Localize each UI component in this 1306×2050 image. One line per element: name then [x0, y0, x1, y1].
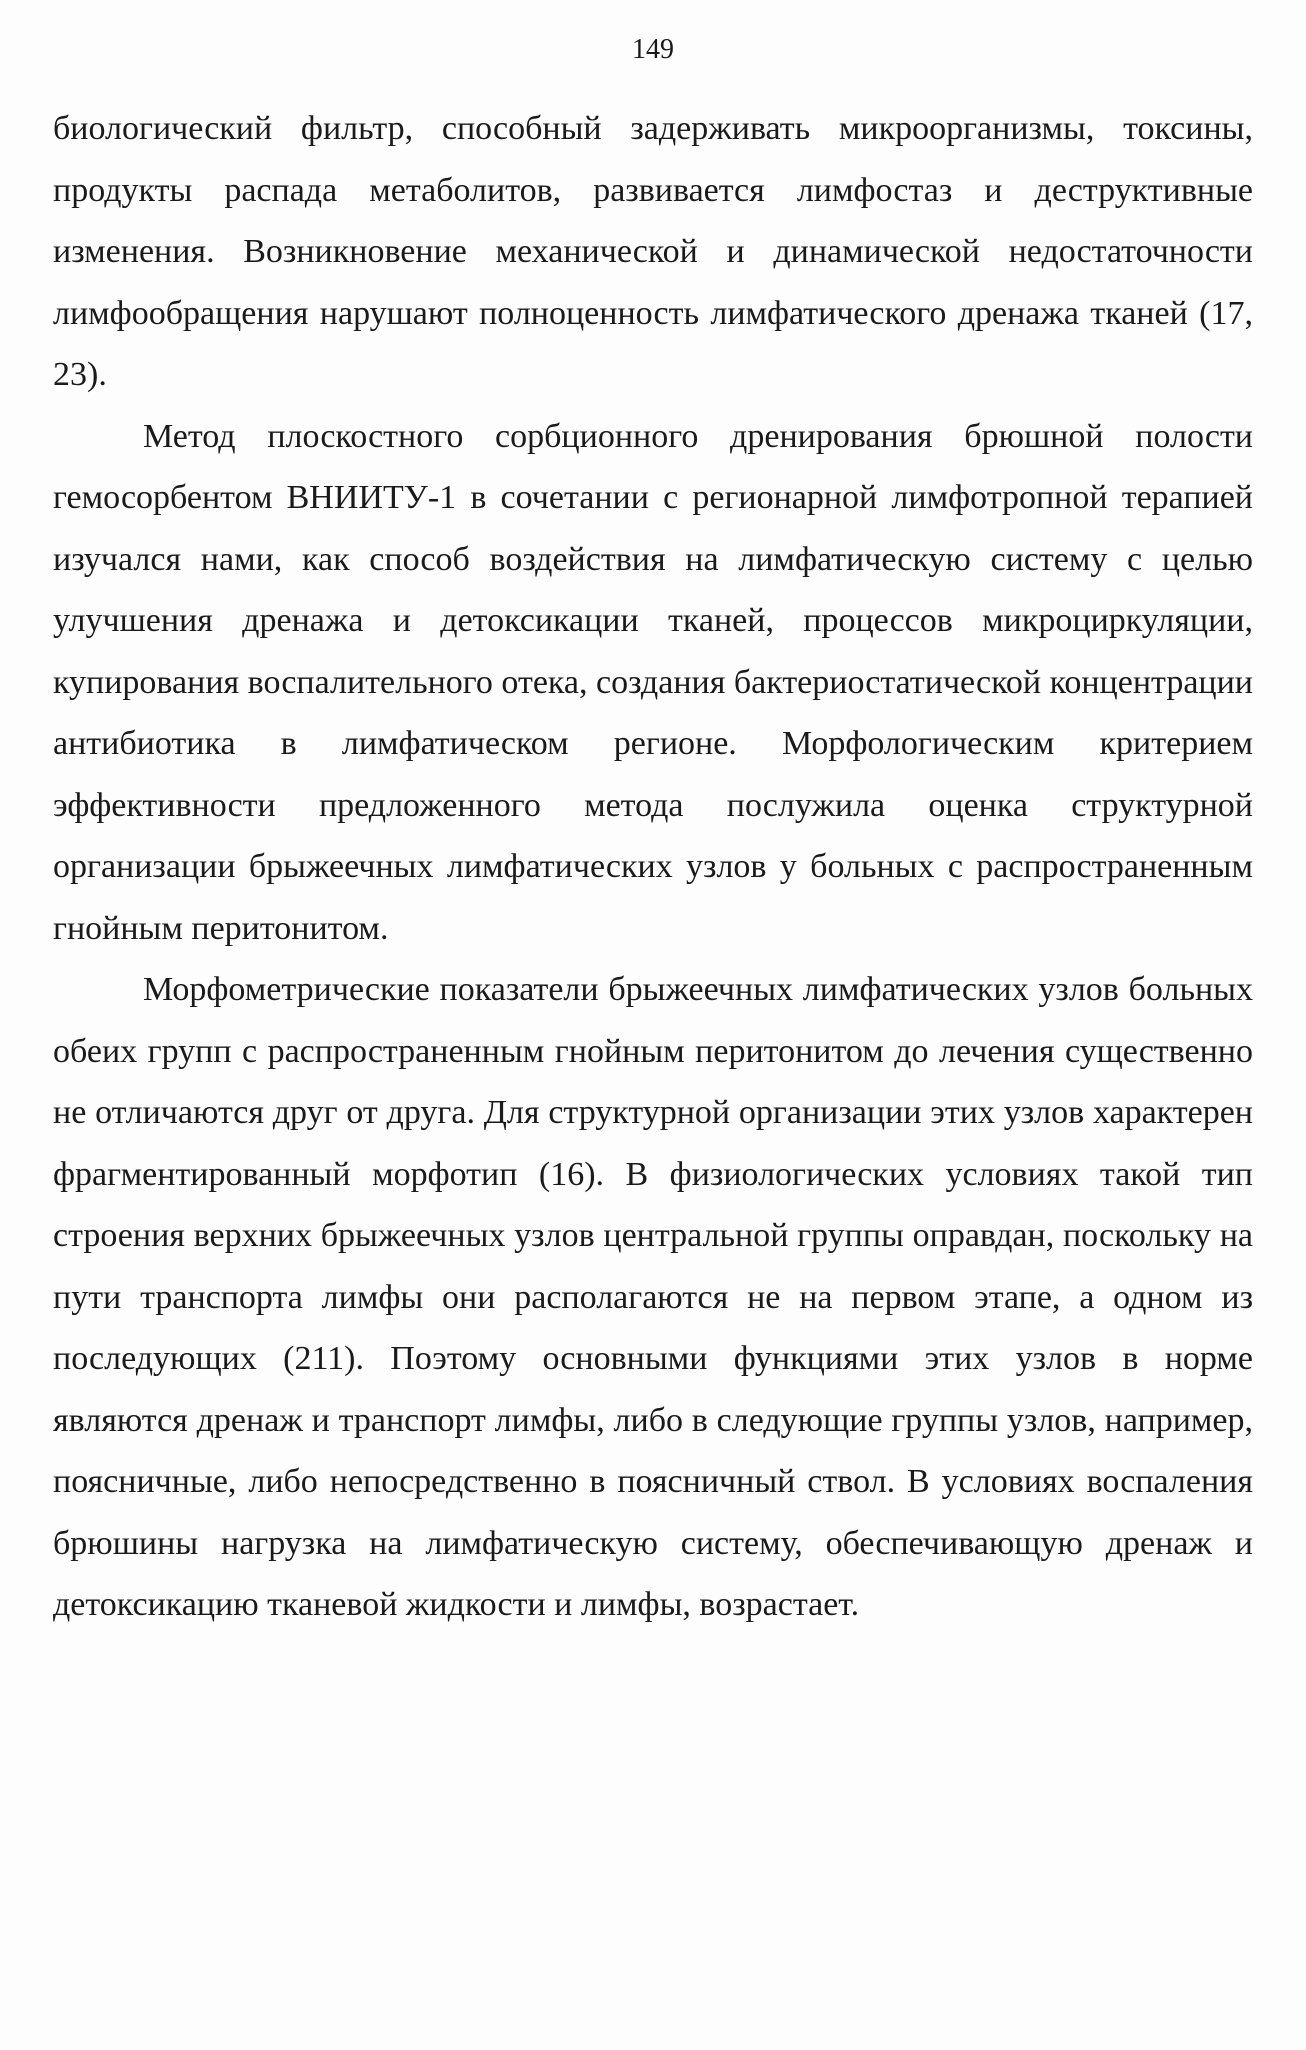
- paragraph-1: биологический фильтр, способный задерживать микроорганизмы, токсины, продукты распада метаболитов, развивается лимфостаз и деструктивные изменения. Возникновение механической и динамической недостаточности лимфообращения нарушают полноценность лимфатического дренажа тканей (17, 23).: [53, 110, 1253, 393]
- page-number: 149: [632, 34, 674, 65]
- body-text: [53, 98, 1253, 1636]
- paragraph-3: Морфометрические показатели брыжеечных лимфатических узлов больных обеих групп с распространенным гнойным перитонитом до лечения существенно не отличаются друг от друга. Для структурной организации этих узлов характерен фрагментированный морфотип (16). В физиологических условиях такой тип строения верхних брыжеечных узлов центральной группы оправдан, поскольку на пути транспорта лимфы они располагаются не на первом этапе, а одном из последующих (211). Поэтому основными функциями этих узлов в норме являются дренаж и транспорт лимфы, либо в следующие группы узлов, например, поясничные, либо непосредственно в поясничный ствол. В условиях воспаления брюшины нагрузка на лимфатическую систему, обеспечивающую дренаж и детоксикацию тканевой жидкости и лимфы, возрастает.: [53, 971, 1253, 1623]
- paragraph-2: Метод плоскостного сорбционного дренирования брюшной полости гемосорбентом ВНИИТУ-1 в сочетании с регионарной лимфотропной терапией изучался нами, как способ воздействия на лимфатическую систему с целью улучшения дренажа и детоксикации тканей, процессов микроциркуляции, купирования воспалительного отека, создания бактериостатической концентрации антибиотика в лимфатическом регионе. Морфологическим критерием эффективности предложенного метода послужила оценка структурной организации брыжеечных лимфатических узлов у больных с распространенным гнойным перитонитом.: [53, 417, 1253, 947]
